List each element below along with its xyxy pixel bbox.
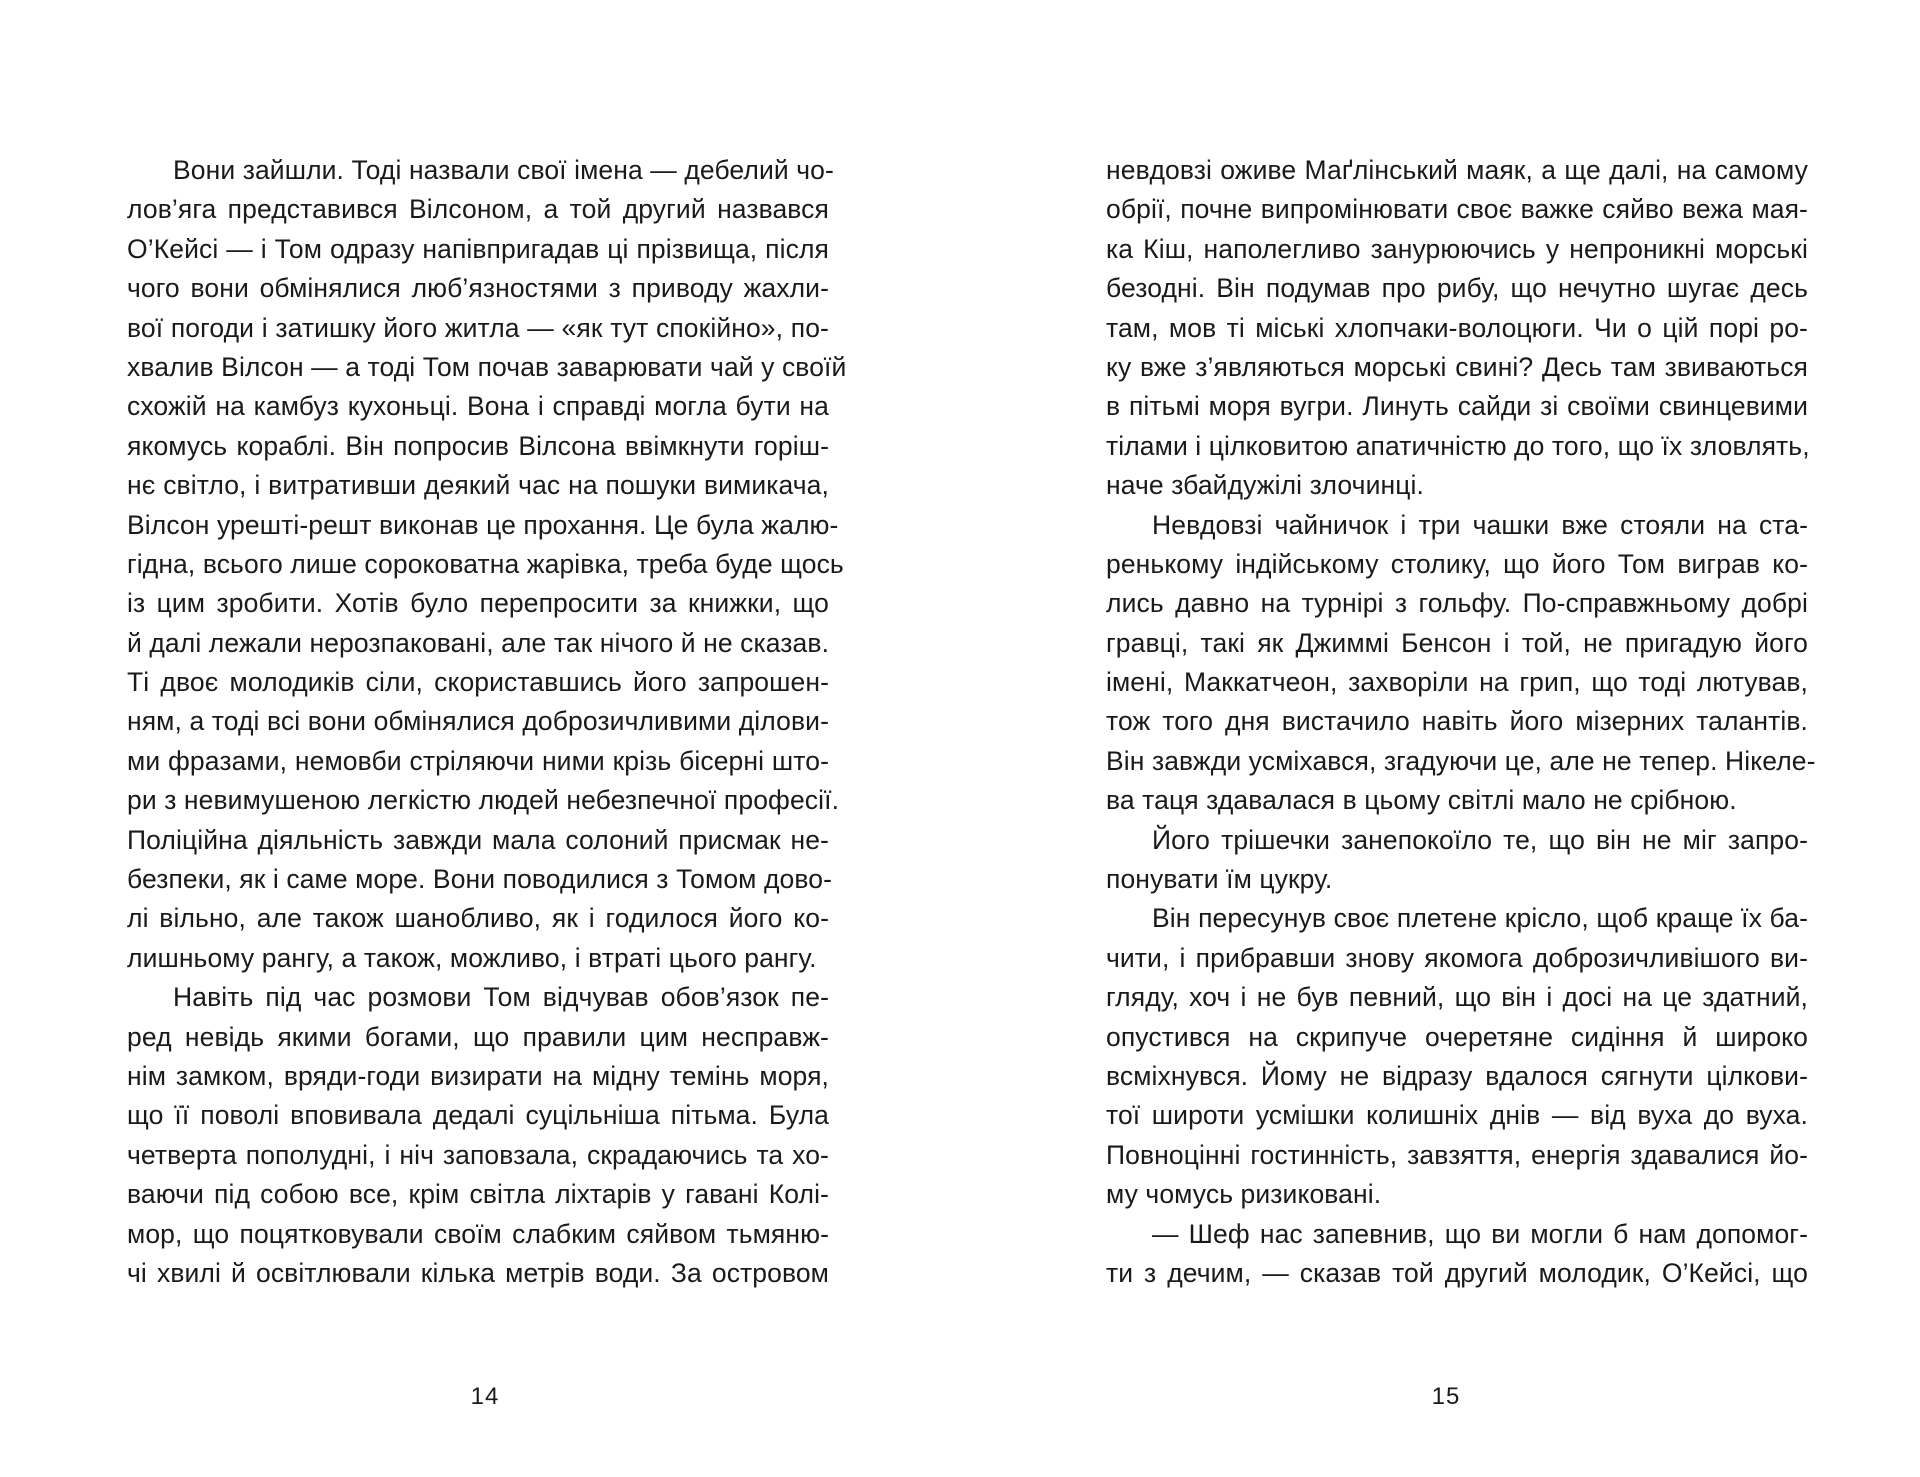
text-line: там, мов ті міські хлопчаки-волоцюги. Чи о цій порі ро- <box>1106 312 1808 343</box>
text-line: із цим зробити. Хотів було перепросити за книжки, що <box>127 588 829 619</box>
text-line: всміхнувся. Йому не відразу вдалося сягнути цілкови- <box>1106 1060 1808 1091</box>
text-line: лишньому рангу, а також, можливо, і втраті цього рангу. <box>127 942 817 973</box>
text-line: ми фразами, немовби стріляючи ними крізь бісерні што- <box>127 745 829 776</box>
text-line: тої широти усмішки колишніх днів — від вуха до вуха. <box>1106 1100 1808 1131</box>
text-line: нє світло, і витративши деякий час на пошуки вимикача, <box>127 470 829 501</box>
right-page-number: 15 <box>1431 1383 1461 1410</box>
text-line: чити, і прибравши знову якомога доброзичливішого ви- <box>1106 942 1808 973</box>
text-line: вої погоди і затишку його житла — «як тут спокійно», по- <box>127 312 829 343</box>
left-page-number: 14 <box>470 1383 500 1410</box>
text-line: невдовзі оживе Маґлінський маяк, а ще далі, на самому <box>1106 155 1808 185</box>
text-line: в пітьмі моря вугри. Линуть сайди зі своїми свинцевими <box>1106 391 1808 422</box>
text-line: чі хвилі й освітлювали кілька метрів води. За островом <box>127 1257 829 1288</box>
text-line: — Шеф нас запевнив, що ви могли б нам допомог- <box>1152 1218 1808 1249</box>
text-line: Він завжди усміхався, згадуючи це, але не тепер. Нікеле- <box>1106 745 1816 776</box>
text-line: схожій на камбуз кухоньці. Вона і справді могла бути на <box>127 391 829 422</box>
text-line: гідна, всього лише сороковатна жарівка, треба буде щось <box>127 548 844 579</box>
text-line: Поліційна діяльність завжди мала солоний присмак не- <box>127 824 829 855</box>
text-line: ти з дечим, — сказав той другий молодик, О’Кейсі, що <box>1106 1257 1808 1288</box>
text-line: безпеки, як і саме море. Вони поводилися з Томом дово- <box>127 864 832 895</box>
text-line: ри з невимушеною легкістю людей небезпечної професії. <box>127 785 840 816</box>
text-line: гляду, хоч і не був певний, що він і досі на це здатний, <box>1106 982 1808 1013</box>
text-line: лов’яга представився Вілсоном, а той другий назвався <box>127 194 829 225</box>
text-line: що її поволі вповивала дедалі суцільніша пітьма. Була <box>127 1100 829 1131</box>
text-line: ваючи під собою все, крім світла ліхтарів у гавані Колі- <box>127 1179 829 1210</box>
text-line: ням, а тоді всі вони обмінялися доброзичливими ділови- <box>127 706 829 737</box>
text-line: ка Кіш, наполегливо занурюючись у непроникні морські <box>1106 233 1808 264</box>
text-line: й далі лежали нерозпаковані, але так нічого й не сказав. <box>127 627 830 658</box>
text-line: нім замком, вряди-годи визирати на мідну темінь моря, <box>127 1060 829 1091</box>
text-line: Повноцінні гостинність, завзяття, енергія здавалися йо- <box>1106 1139 1808 1170</box>
text-line: Невдовзі чайничок і три чашки вже стояли на ста- <box>1152 509 1808 540</box>
text-line: лі вільно, але також шанобливо, як і годилося його ко- <box>127 903 829 934</box>
text-line: безодні. Він подумав про рибу, що нечутно шугає десь <box>1106 273 1808 304</box>
text-line: тілами і цілковитою апатичністю до того, що їх зловлять, <box>1106 430 1810 461</box>
text-line: ку вже з’являються морські свині? Десь там звиваються <box>1106 351 1808 382</box>
text-line: понувати їм цукру. <box>1106 864 1333 895</box>
text-line: наче збайдужілі злочинці. <box>1106 470 1424 501</box>
text-line: ред невідь якими богами, що правили цим несправж- <box>127 1021 829 1052</box>
text-line: четверта пополудні, і ніч заповзала, скрадаючись та хо- <box>127 1139 829 1170</box>
text-line: му чомусь ризиковані. <box>1106 1179 1382 1210</box>
text-line: мор, що поцятковували своїм слабким сяйвом тьмяню- <box>127 1218 829 1249</box>
left-page-text <box>127 151 847 1293</box>
text-line: Навіть під час розмови Том відчував обов’язок пе- <box>173 982 829 1013</box>
text-line: хвалив Вілсон — а тоді Том почав заварювати чай у своїй <box>127 351 847 382</box>
text-line: ва таця здавалася в цьому світлі мало не срібною. <box>1106 785 1737 816</box>
right-page <box>960 0 1920 1477</box>
text-line: Вони зайшли. Тоді назвали свої імена — дебелий чо- <box>173 155 834 185</box>
text-line: лись давно на турнірі з гольфу. По-справжньому добрі <box>1106 588 1808 619</box>
text-line: тож того дня вистачило навіть його мізерних талантів. <box>1106 706 1808 737</box>
text-line: ренькому індійському столику, що його Том виграв ко- <box>1106 548 1808 579</box>
text-line: гравці, такі як Джиммі Бенсон і той, не пригадую його <box>1106 627 1808 658</box>
text-line: обрії, почне випромінювати своє важке сяйво вежа мая- <box>1106 194 1808 225</box>
text-line: Ті двоє молодиків сіли, скориставшись його запрошен- <box>127 667 829 698</box>
right-page-text <box>1106 151 1816 1293</box>
text-line: якомусь кораблі. Він попросив Вілсона ввімкнути горіш- <box>127 430 829 461</box>
text-line: чого вони обмінялися люб’язностями з приводу жахли- <box>127 273 829 304</box>
text-line: Він пересунув своє плетене крісло, щоб краще їх ба- <box>1152 903 1808 934</box>
text-line: опустився на скрипуче очеретяне сидіння й широко <box>1106 1021 1808 1052</box>
text-line: імені, Маккатчеон, захворіли на грип, що тоді лютував, <box>1106 667 1808 698</box>
text-line: Його трішечки занепокоїло те, що він не міг запро- <box>1152 824 1808 855</box>
text-line: О’Кейсі — і Том одразу напівпригадав ці прізвища, після <box>127 233 829 264</box>
text-line: Вілсон урешті-решт виконав це прохання. Це була жалю- <box>127 509 839 540</box>
